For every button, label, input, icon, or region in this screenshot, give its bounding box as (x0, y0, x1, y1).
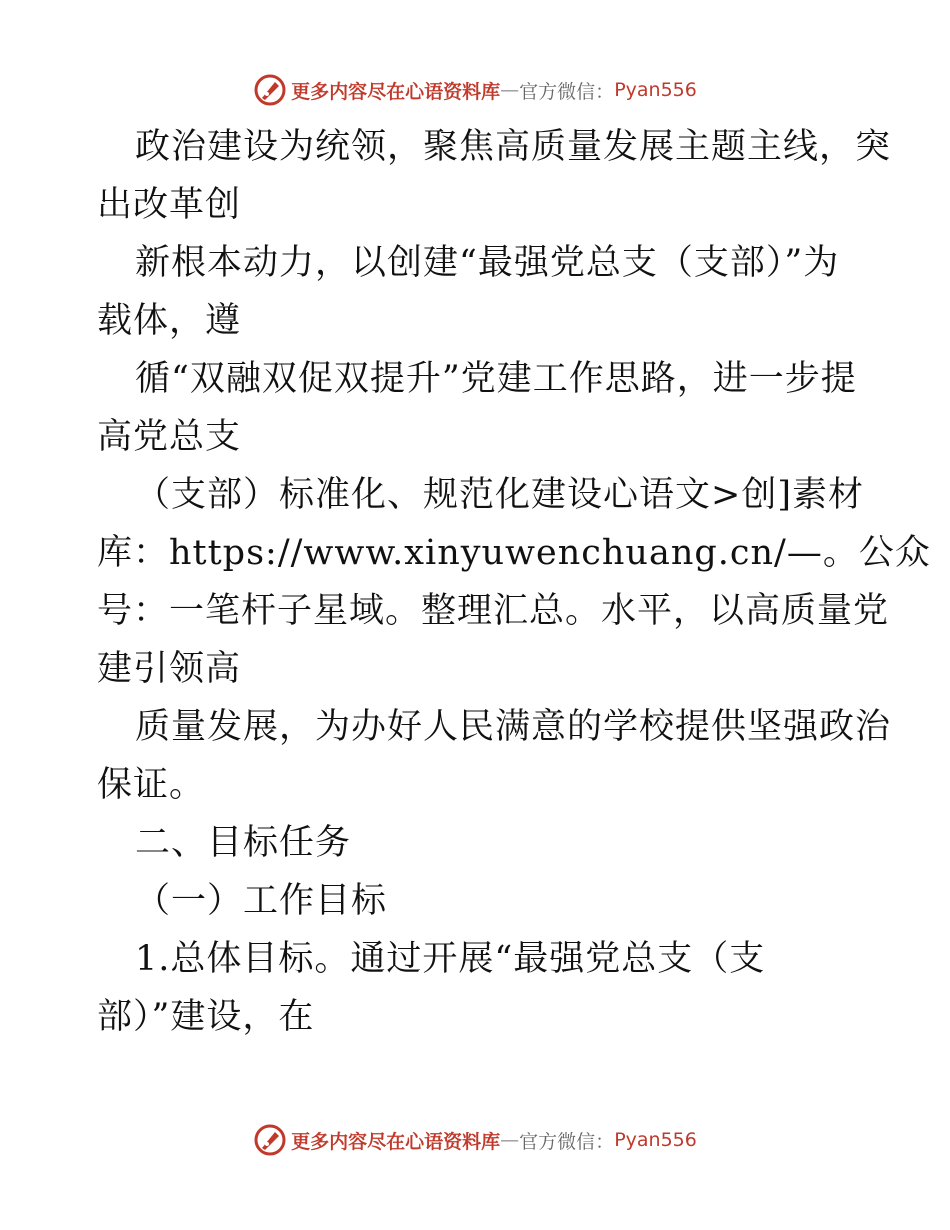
watermark-wechat-label: 官方微信： (519, 80, 615, 103)
text-line: 政治建设为统领，聚焦高质量发展主题主线，突 (135, 127, 892, 167)
text-line: （一）工作目标 (135, 881, 388, 921)
watermark-library-text: 更多内容尽在心语资料库 (291, 1130, 501, 1153)
text-line: 新根本动力，以创建“最强党总支（支部）”为 (135, 243, 840, 283)
text-line: 出改革创 (97, 185, 242, 225)
text-line: 建引领高 (97, 649, 242, 689)
pen-nib-circle-icon (253, 1123, 287, 1157)
text-line: 质量发展，为办好人民满意的学校提供坚强政治 (135, 707, 892, 747)
header-watermark (0, 70, 950, 110)
watermark-wechat-id: Pyan556 (614, 79, 697, 101)
text-line: 部）”建设，在 (97, 997, 315, 1037)
text-line: 载体，遵 (97, 301, 242, 341)
text-line: 二、目标任务 (135, 823, 352, 863)
text-line: 1.总体目标。通过开展“最强党总支（支 (135, 939, 766, 979)
text-line: 循“双融双促双提升”党建工作思路，进一步提 (135, 359, 857, 399)
text-line: 库：https://www.xinyuwenchuang.cn/—。公众 (97, 533, 931, 573)
watermark-library-text: 更多内容尽在心语资料库 (291, 80, 501, 103)
pen-nib-circle-icon (253, 73, 287, 107)
watermark-wechat-label: 官方微信： (519, 1130, 615, 1153)
text-line: 高党总支 (97, 417, 242, 457)
text-line: 保证。 (97, 765, 206, 805)
watermark-wechat-id: Pyan556 (614, 1129, 697, 1151)
watermark-dash: — (500, 79, 520, 101)
document-body (97, 118, 931, 1046)
watermark-dash: — (500, 1129, 520, 1151)
footer-watermark (0, 1120, 950, 1160)
text-line: （支部）标准化、规范化建设心语文>创]素材 (135, 475, 864, 515)
text-line: 号：一笔杆子星域。整理汇总。水平，以高质量党 (97, 591, 890, 631)
